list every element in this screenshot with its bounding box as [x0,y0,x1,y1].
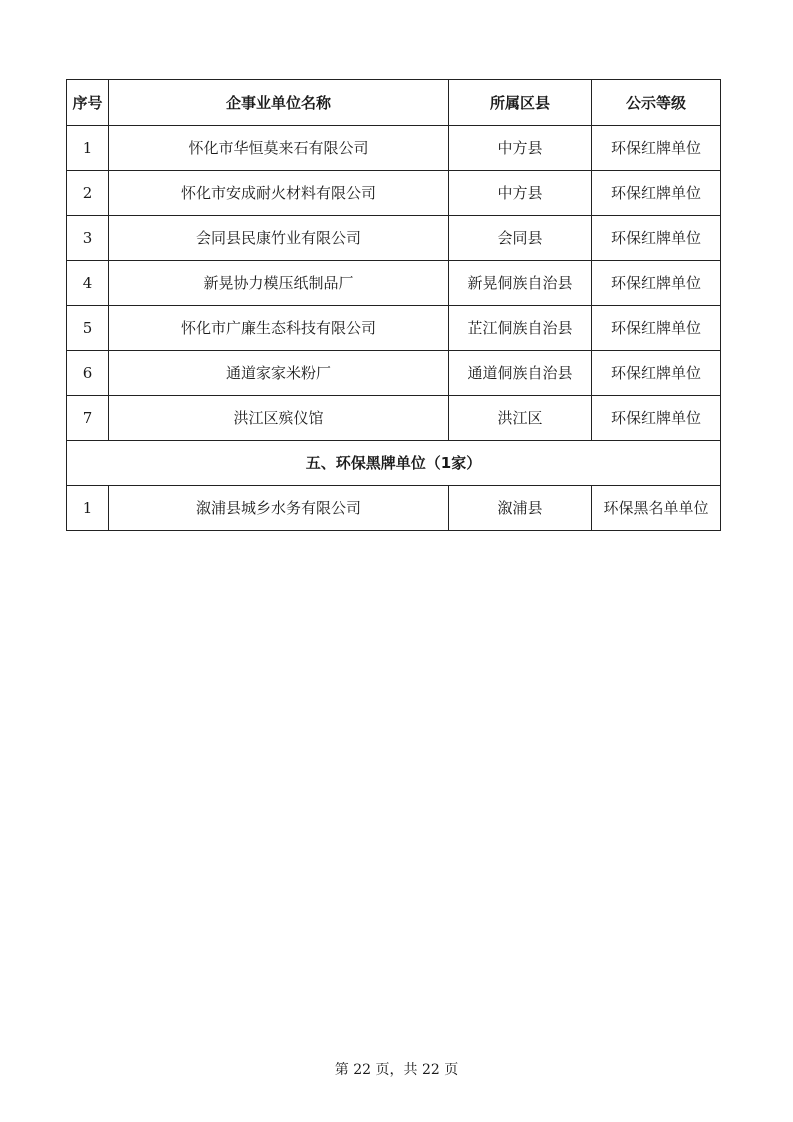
cell-grade: 环保红牌单位 [592,216,721,261]
cell-name: 怀化市华恒莫来石有限公司 [109,126,449,171]
cell-grade: 环保红牌单位 [592,351,721,396]
cell-name: 溆浦县城乡水务有限公司 [109,486,449,531]
cell-grade: 环保红牌单位 [592,396,721,441]
cell-name: 洪江区殡仪馆 [109,396,449,441]
header-name: 企事业单位名称 [109,80,449,126]
page-footer [0,1059,793,1079]
table-row [67,126,721,171]
cell-no: 6 [67,351,109,396]
table-header-row [67,80,721,126]
cell-county: 通道侗族自治县 [449,351,592,396]
cell-name: 怀化市安成耐火材料有限公司 [109,171,449,216]
header-county: 所属区县 [449,80,592,126]
page-number-text: 第 22 页，共 22 页 [334,1062,459,1078]
cell-name: 通道家家米粉厂 [109,351,449,396]
table-row [67,486,721,531]
cell-no: 1 [67,126,109,171]
cell-county: 洪江区 [449,396,592,441]
cell-grade: 环保黑名单单位 [592,486,721,531]
cell-grade: 环保红牌单位 [592,126,721,171]
table-row [67,171,721,216]
table-row [67,261,721,306]
cell-county: 溆浦县 [449,486,592,531]
cell-name: 怀化市广廉生态科技有限公司 [109,306,449,351]
header-grade: 公示等级 [592,80,721,126]
cell-county: 新晃侗族自治县 [449,261,592,306]
cell-county: 芷江侗族自治县 [449,306,592,351]
cell-no: 4 [67,261,109,306]
cell-grade: 环保红牌单位 [592,171,721,216]
table-row [67,396,721,441]
section-title: 五、环保黑牌单位（1家） [67,441,721,486]
cell-no: 3 [67,216,109,261]
header-no: 序号 [67,80,109,126]
cell-county: 中方县 [449,171,592,216]
cell-no: 7 [67,396,109,441]
cell-no: 2 [67,171,109,216]
table-row [67,216,721,261]
cell-grade: 环保红牌单位 [592,261,721,306]
cell-name: 新晃协力模压纸制品厂 [109,261,449,306]
cell-county: 会同县 [449,216,592,261]
cell-name: 会同县民康竹业有限公司 [109,216,449,261]
cell-county: 中方县 [449,126,592,171]
cell-no: 5 [67,306,109,351]
table-row [67,306,721,351]
cell-grade: 环保红牌单位 [592,306,721,351]
table-row [67,351,721,396]
unit-table [66,79,721,531]
cell-no: 1 [67,486,109,531]
section-header-row [67,441,721,486]
